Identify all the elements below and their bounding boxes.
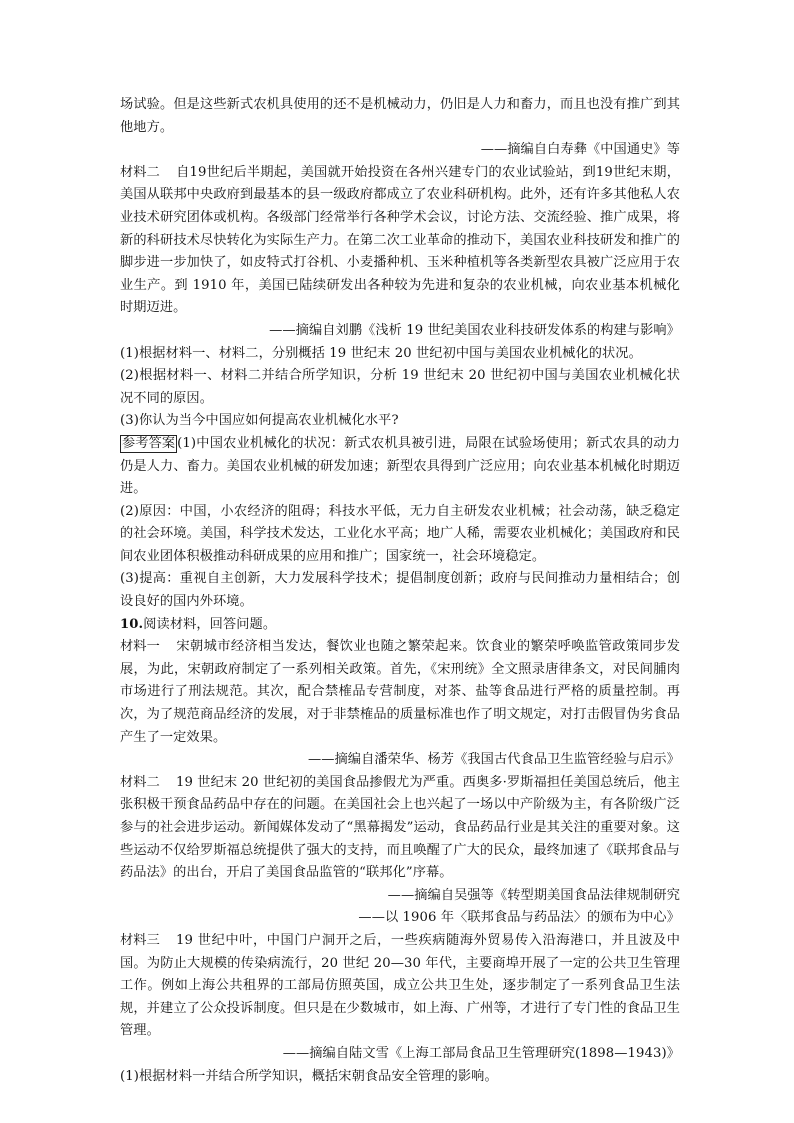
- question-number: 10.: [120, 616, 144, 632]
- material-text: 自19世纪后半期起，美国就开始投资在各州兴建专门的农业试验站，到19世纪末期，美国从联邦中央政府到最基本的县一级政府都成立了农业科研机构。此外，还有许多其他私人农业技术研究团体或机构。各级部门经常举行各种学术会议，讨论方法、交流经验、推广成果，将新的科研技术尽快转化为实际生产力。在第二次工业革命的推动下，美国农业科技研发和推广的脚步进一步加快了，如皮特式打谷机、小麦播种机、玉米种植机等各类新型农具被广泛应用于农业生产。到 1910 年，美国已陆续研发出各种较为先进和复杂的农业机械，向农业基本机械化时期迈进。: [120, 164, 680, 316]
- material-text: 19 世纪末 20 世纪初的美国食品掺假尤为严重。西奥多·罗斯福担任美国总统后，他主张积极干预食品药品中存在的问题。在美国社会上也兴起了一场以中产阶级为主，有各阶级广泛参与的社会进步运动。新闻媒体发动了“黑幕揭发”运动，食品药品行业是其关注的重要对象。这些运动不仅给罗斯福总统提供了强大的支持，而且唤醒了广大的民众，最终加速了《联邦食品与药品法》的出台，开启了美国食品监管的“联邦化”序幕。: [120, 774, 680, 881]
- document-page: [120, 94, 680, 1088]
- material-two: [120, 162, 680, 320]
- question-2: (2)根据材料一、材料二并结合所学知识，分析 19 世纪末 20 世纪初中国与美国农业机械化状况不同的原因。: [120, 368, 680, 406]
- source-citation: ——以 1906 年〈联邦食品与药品法〉的颁布为中心》: [358, 910, 680, 926]
- question-10-1: (1)根据材料一并结合所学知识，概括宋朝食品安全管理的影响。: [120, 1068, 498, 1084]
- answer-text: (1)中国农业机械化的状况：新式农机具被引进，局限在试验场使用；新式农具的动力仍是人力、畜力。美国农业机械的研发加速；新型农具得到广泛应用；向农业基本机械化时期迈进。: [120, 435, 680, 497]
- material-label: 材料一: [120, 639, 160, 655]
- answer-2: (2)原因：中国，小农经济的阻碍；科技水平低，无力自主研发农业机械；社会动荡，缺乏稳定的社会环境。美国，科学技术发达，工业化水平高；地广人稀，需要农业机械化；美国政府和民间农业团体积极推动科研成果的应用和推广；国家统一，社会环境稳定。: [120, 503, 680, 564]
- answer-1: [120, 433, 680, 501]
- material-one-tail: 场试验。但是这些新式农机具使用的还不是机械动力，仍旧是人力和畜力，而且也没有推广到其他地方。: [120, 97, 680, 135]
- material-three: [120, 930, 680, 1043]
- source-citation: ——摘编自白寿彝《中国通史》等: [480, 142, 680, 158]
- material-text: 19 世纪中叶，中国门户洞开之后，一些疾病随海外贸易传入沿海港口，并且波及中国。为防止大规模的传染病流行，20 世纪 20—30 年代，主要商埠开展了一定的公共卫生管理工作。例如上海公共租界的工部局仿照英国，成立公共卫生处，逐步制定了一系列食品卫生法规，并建立了公众投诉制度。但只是在少数城市，如上海、广州等，才进行了专门性的食品卫生管理。: [120, 932, 680, 1039]
- material-two: [120, 772, 680, 885]
- question-1: (1)根据材料一、材料二，分别概括 19 世纪末 20 世纪初中国与美国农业机械化的状况。: [120, 345, 642, 361]
- material-one: [120, 636, 680, 749]
- source-citation: ——摘编自吴强等《转型期美国食品法律规制研究: [387, 887, 680, 903]
- material-text: 宋朝城市经济相当发达，餐饮业也随之繁荣起来。饮食业的繁荣呼唤监管政策同步发展，为此，宋朝政府制定了一系列相关政策。首先，《宋刑统》全文照录唐律条文，对民间脯肉市场进行了刑法规范。其次，配合禁榷品专营制度，对茶、盐等食品进行严格的质量控制。再次，为了规范商品经济的发展，对于非禁榷品的质量标准也作了明文规定，对打击假冒伪劣食品产生了一定效果。: [120, 639, 680, 745]
- answer-3: (3)提高：重视自主创新，大力发展科学技术；提倡制度创新；政府与民间推动力量相结合；创设良好的国内外环境。: [120, 571, 680, 610]
- source-citation: ——摘编自潘荣华、杨芳《我国古代食品卫生监管经验与启示》: [307, 752, 680, 768]
- answer-label: 参考答案: [122, 435, 176, 451]
- question-3: (3)你认为当今中国应如何提高农业机械化水平?: [120, 413, 399, 429]
- source-citation: ——摘编自刘鹏《浅析 19 世纪美国农业科技研发体系的构建与影响》: [269, 322, 680, 338]
- material-label: 材料三: [120, 932, 160, 948]
- material-label: 材料二: [120, 774, 160, 790]
- question-prompt: 阅读材料，回答问题。: [143, 616, 277, 632]
- material-label: 材料二: [120, 164, 160, 180]
- question-10-heading: [120, 614, 680, 637]
- source-citation: ——摘编自陆文雪《上海工部局食品卫生管理研究(1898—1943)》: [282, 1045, 680, 1061]
